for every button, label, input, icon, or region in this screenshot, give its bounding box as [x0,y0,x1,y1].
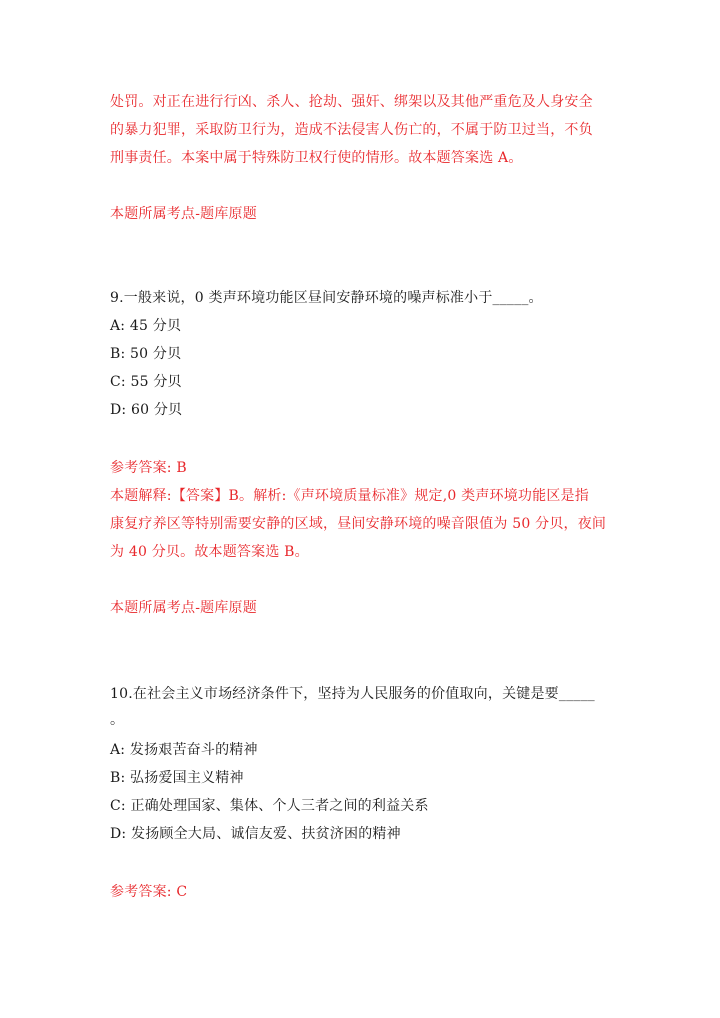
q9-question: 9.一般来说，0 类声环境功能区昼间安静环境的噪声标准小于_____。 [110,290,543,306]
q9-option-d: D: 60 分贝 [110,402,183,418]
q9-explanation-line-2: 康复疗养区等特别需要安静的区域，昼间安静环境的噪音限值为 50 分贝，夜间 [110,516,607,532]
q8-explanation-line-1: 处罚。对正在进行行凶、杀人、抢劫、强奸、绑架以及其他严重危及人身安全 [110,94,593,110]
q9-source: 本题所属考点-题库原题 [110,600,257,616]
q9-explanation-line-1: 本题解释:【答案】B。解析:《声环境质量标准》规定,0 类声环境功能区是指 [110,488,589,504]
q10-option-b: B: 弘扬爱国主义精神 [110,770,244,786]
q8-explanation-line-3: 刑事责任。本案中属于特殊防卫权行使的情形。故本题答案选 A。 [110,150,523,166]
q10-option-c: C: 正确处理国家、集体、个人三者之间的利益关系 [110,798,429,814]
q10-question-line-2: 。 [110,712,125,728]
q9-answer: 参考答案: B [110,460,187,476]
q9-option-a: A: 45 分贝 [110,318,182,334]
q9-option-c: C: 55 分贝 [110,374,182,390]
q9-option-b: B: 50 分贝 [110,346,182,362]
q10-question-line-1: 10.在社会主义市场经济条件下，坚持为人民服务的价值取向，关键是要_____ [110,686,595,702]
q8-source: 本题所属考点-题库原题 [110,206,257,222]
q10-option-d: D: 发扬顾全大局、诚信友爱、扶贫济困的精神 [110,826,401,842]
q9-explanation-line-3: 为 40 分贝。故本题答案选 B。 [110,544,309,560]
q10-answer: 参考答案: C [110,884,188,900]
q8-explanation-line-2: 的暴力犯罪，采取防卫行为，造成不法侵害人伤亡的，不属于防卫过当，不负 [110,122,593,138]
q10-option-a: A: 发扬艰苦奋斗的精神 [110,742,258,758]
